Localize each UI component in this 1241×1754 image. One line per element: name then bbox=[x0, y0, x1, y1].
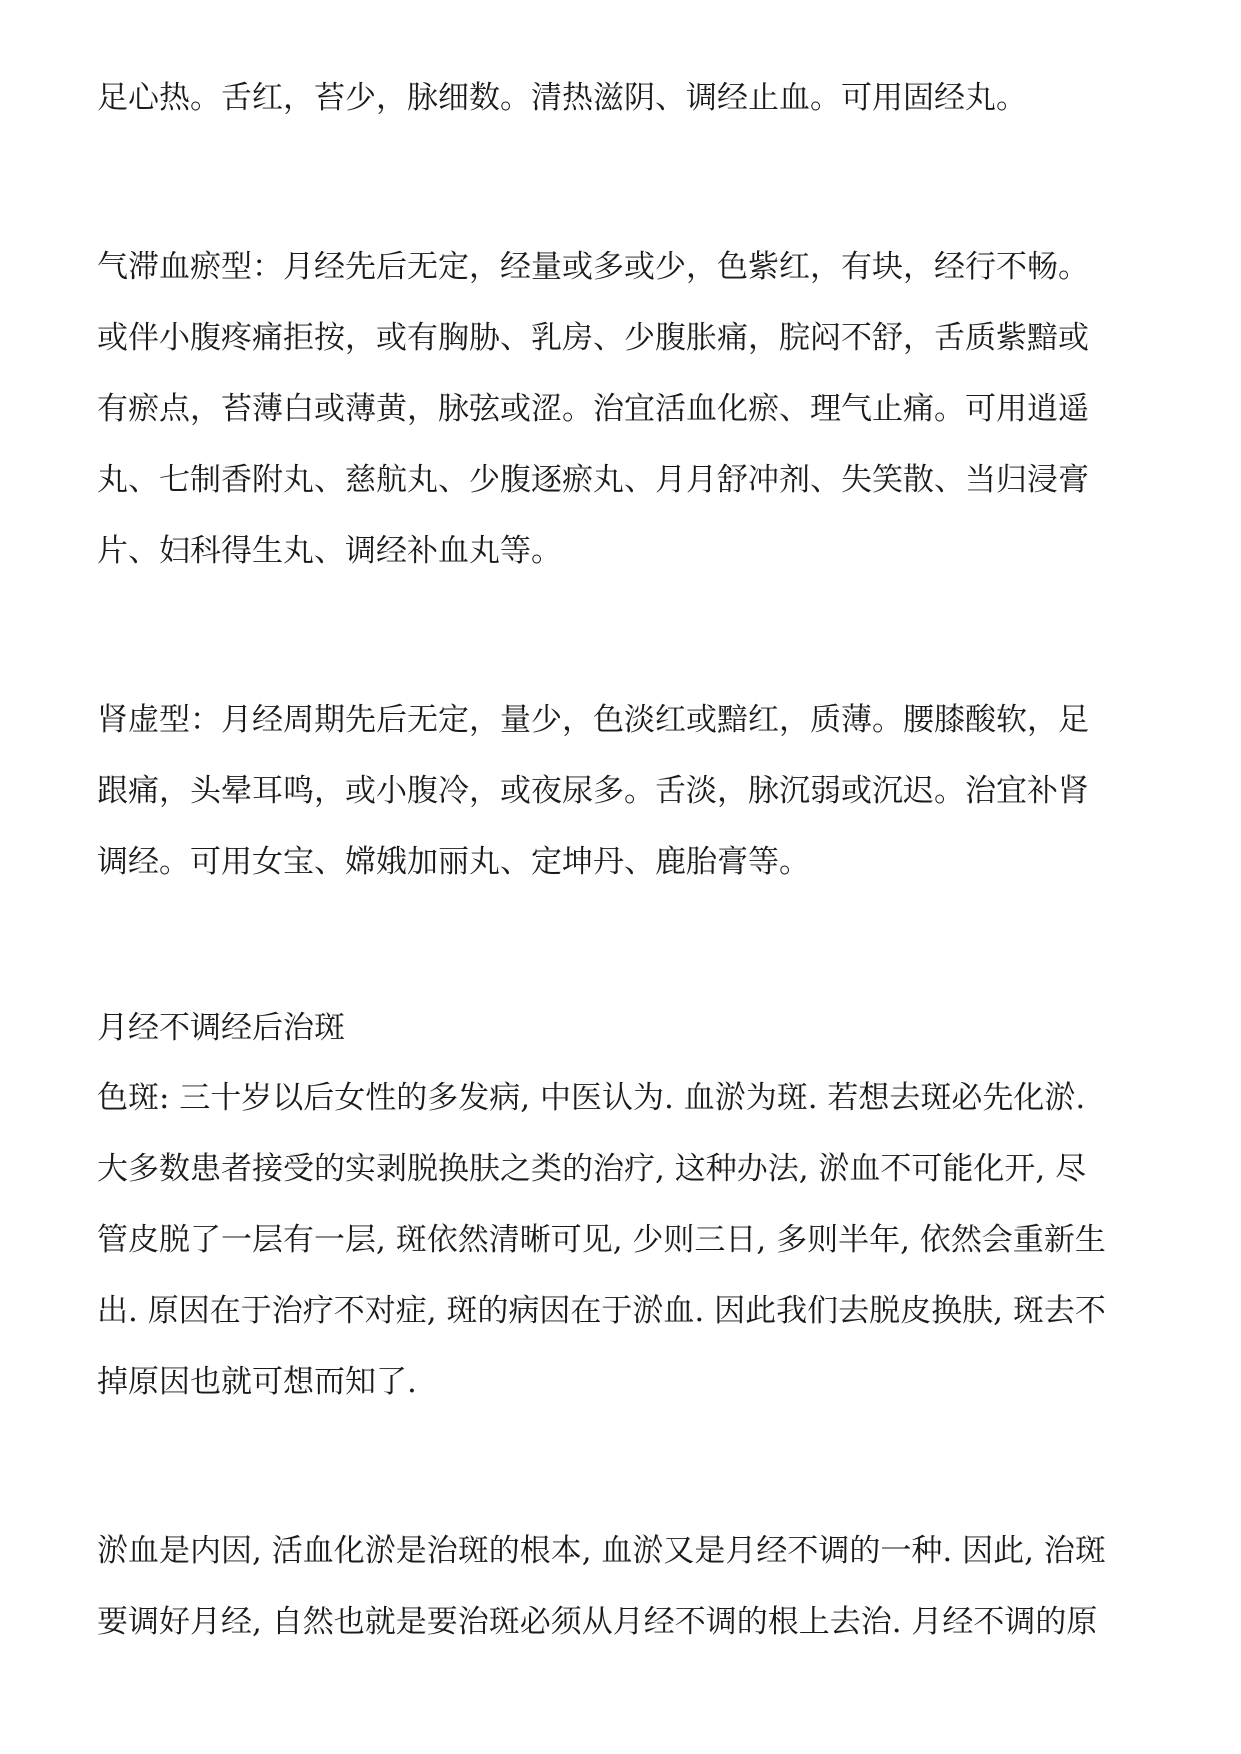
paragraph-line: 大多数患者接受的实剥脱换肤之类的治疗, 这种办法, 淤血不可能化开, 尽 bbox=[97, 1151, 1087, 1187]
paragraph-line: 管皮脱了一层有一层, 斑依然清晰可见, 少则三日, 多则半年, 依然会重新生 bbox=[97, 1222, 1106, 1258]
paragraph-line: 要调好月经, 自然也就是要治斑必须从月经不调的根上去治. 月经不调的原 bbox=[97, 1604, 1098, 1640]
paragraph-line: 片、妇科得生丸、调经补血丸等。 bbox=[97, 533, 562, 569]
paragraph-line: 调经。可用女宝、嫦娥加丽丸、定坤丹、鹿胎膏等。 bbox=[97, 844, 810, 880]
paragraph-line: 丸、七制香附丸、慈航丸、少腹逐瘀丸、月月舒冲剂、失笑散、当归浸膏 bbox=[97, 462, 1089, 498]
paragraph-line: 足心热。舌红，苔少，脉细数。清热滋阴、调经止血。可用固经丸。 bbox=[97, 80, 1027, 116]
paragraph-line: 有瘀点，苔薄白或薄黄，脉弦或涩。治宜活血化瘀、理气止痛。可用逍遥 bbox=[97, 391, 1089, 427]
paragraph-line: 气滞血瘀型：月经先后无定，经量或多或少，色紫红，有块，经行不畅。 bbox=[97, 249, 1089, 285]
paragraph-line: 出. 原因在于治疗不对症, 斑的病因在于淤血. 因此我们去脱皮换肤, 斑去不 bbox=[97, 1293, 1106, 1329]
paragraph-line: 色斑: 三十岁以后女性的多发病, 中医认为. 血淤为斑. 若想去斑必先化淤. bbox=[97, 1080, 1086, 1116]
paragraph-line: 肾虚型：月经周期先后无定，量少，色淡红或黯红，质薄。腰膝酸软，足 bbox=[97, 702, 1089, 738]
paragraph-line: 淤血是内因, 活血化淤是治斑的根本, 血淤又是月经不调的一种. 因此, 治斑 bbox=[97, 1533, 1106, 1569]
paragraph-line: 或伴小腹疼痛拒按，或有胸胁、乳房、少腹胀痛，脘闷不舒，舌质紫黯或 bbox=[97, 320, 1089, 356]
paragraph-line: 掉原因也就可想而知了. bbox=[97, 1364, 417, 1400]
paragraph-line: 跟痛，头晕耳鸣，或小腹冷，或夜尿多。舌淡，脉沉弱或沉迟。治宜补肾 bbox=[97, 773, 1089, 809]
section-heading: 月经不调经后治斑 bbox=[97, 1010, 345, 1046]
